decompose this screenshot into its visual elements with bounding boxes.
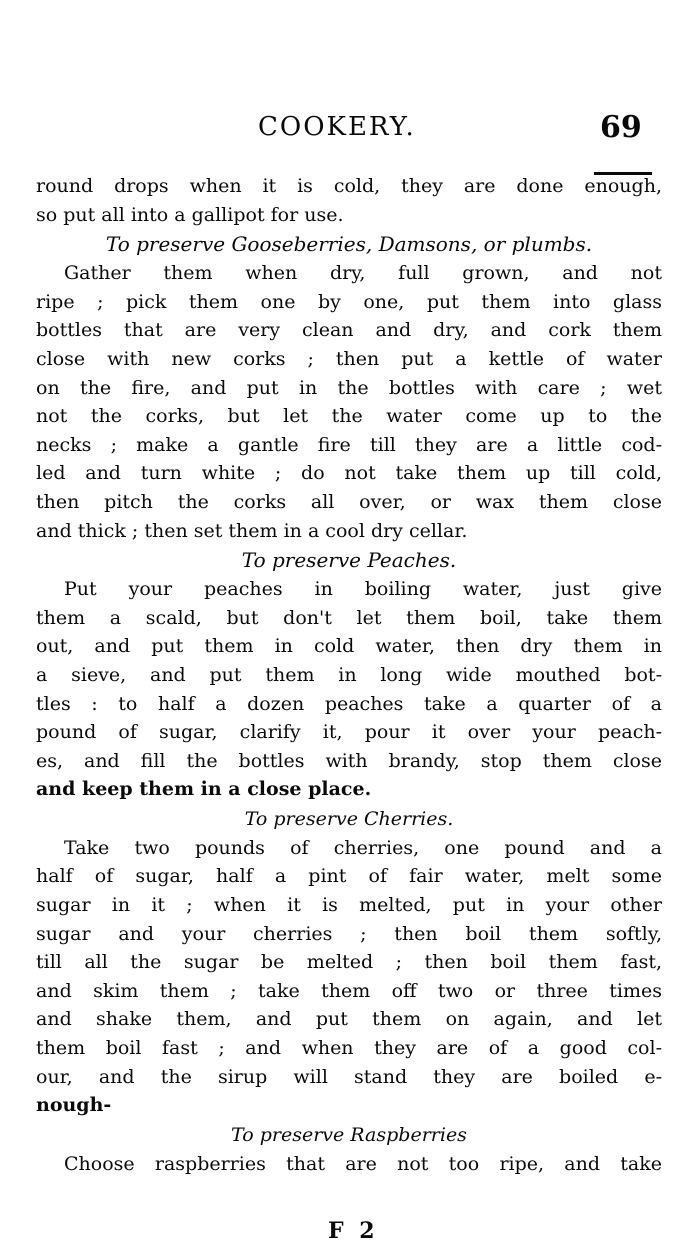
paragraph-cherries — [36, 834, 662, 1120]
text-line: tles : to half a dozen peaches take a quarter of a — [36, 692, 662, 715]
signature-mark: F 2 — [328, 1218, 379, 1244]
text-line: half of sugar, half a pint of fair water, melt some — [36, 865, 662, 888]
text-line: Take two pounds of cherries, one pound and a — [64, 836, 662, 859]
running-head: COOKERY. — [258, 112, 416, 142]
text-line: nough- — [36, 1094, 112, 1117]
text-line: not the corks, but let the water come up to the — [36, 405, 662, 428]
section-heading-peaches: To preserve Peaches. — [241, 548, 457, 573]
text-line: and keep them in a close place. — [36, 778, 372, 801]
text-line: and skim them ; take them off two or three times — [36, 979, 662, 1002]
text-line: then pitch the corks all over, or wax them close — [36, 490, 662, 513]
paragraph-peaches — [36, 575, 662, 804]
text-line: till all the sugar be melted ; then boil them fast, — [36, 951, 662, 974]
text-line: and thick ; then set them in a cool dry cellar. — [36, 519, 468, 542]
text-line: Gather them when dry, full grown, and not — [64, 262, 662, 285]
section-heading-gooseberries: To preserve Gooseberries, Damsons, or plumbs. — [105, 232, 593, 257]
text-line: led and turn white ; do not take them up till cold, — [36, 462, 662, 485]
text-line: our, and the sirup will stand they are boiled e- — [36, 1065, 662, 1088]
text-line: Choose raspberries that are not too ripe, and take — [64, 1152, 662, 1175]
text-line: es, and fill the bottles with brandy, stop them close — [36, 749, 662, 772]
text-line: close with new corks ; then put a kettle of water — [36, 347, 662, 370]
text-line: out, and put them in cold water, then dry them in — [36, 635, 662, 658]
text-line: so put all into a gallipot for use. — [36, 203, 344, 226]
paragraph-gooseberries — [36, 259, 662, 545]
section-heading-cherries: To preserve Cherries. — [244, 807, 454, 830]
page-header — [0, 112, 700, 156]
text-line: pound of sugar, clarify it, pour it over your peach- — [36, 721, 662, 744]
text-line: Put your peaches in boiling water, just give — [64, 578, 662, 601]
text-line: on the fire, and put in the bottles with care ; wet — [36, 376, 662, 399]
section-heading-raspberries: To preserve Raspberries — [231, 1123, 467, 1146]
text-line: bottles that are very clean and dry, and cork them — [36, 319, 662, 342]
text-line: a sieve, and put them in long wide mouthed bot- — [36, 663, 662, 686]
text-line: necks ; make a gantle fire till they are a little cod- — [36, 433, 662, 456]
text-line: sugar and your cherries ; then boil them softly, — [36, 922, 662, 945]
text-line: and shake them, and put them on again, and let — [36, 1008, 662, 1031]
page-body — [36, 172, 662, 1178]
text-line: sugar in it ; when it is melted, put in your other — [36, 894, 662, 917]
text-line: them a scald, but don't let them boil, take them — [36, 606, 662, 629]
text-line: ripe ; pick them one by one, put them into glass — [36, 290, 662, 313]
text-line: round drops when it is cold, they are done enough, — [36, 175, 662, 197]
page-number: 69 — [600, 110, 642, 145]
text-line: them boil fast ; and when they are of a good col- — [36, 1037, 662, 1060]
paragraph-raspberries — [36, 1150, 662, 1179]
